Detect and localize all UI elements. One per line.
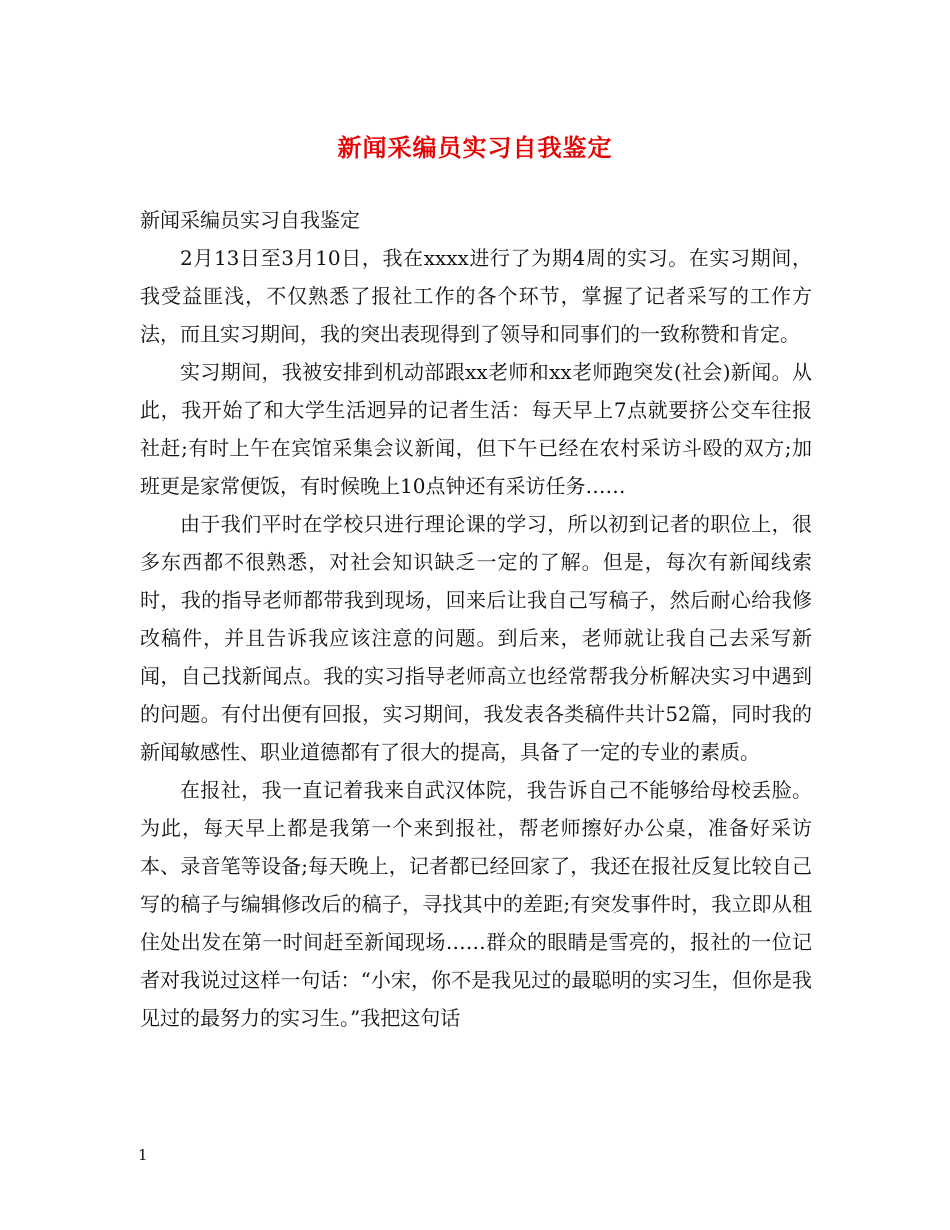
page-number: 1 [138, 1146, 148, 1164]
paragraph-1: 2月13日至3月10日，我在xxxx进行了为期4周的实习。在实习期间，我受益匪浅，不仅熟悉了报社工作的各个环节，掌握了记者采写的工作方法，而且实习期间，我的突出表现得到了领导和同事们的一致称赞和肯定。 [140, 246, 812, 346]
document-subtitle: 新闻采编员实习自我鉴定 [140, 208, 360, 232]
paragraph-4: 在报社，我一直记着我来自武汉体院，我告诉自己不能够给母校丢脸。为此，每天早上都是我第一个来到报社，帮老师擦好办公桌，准备好采访本、录音笔等设备;每天晚上，记者都已经回家了，我还在报社反复比较自己写的稿子与编辑修改后的稿子，寻找其中的差距;有突发事件时，我立即从租住处出发在第一时间赶至新闻现场……群众的眼睛是雪亮的，报社的一位记者对我说过这样一句话：“小宋，你不是我见过的最聪明的实习生，但你是我见过的最努力的实习生。”我把这句话 [140, 778, 812, 1030]
document-title: 新闻采编员实习自我鉴定 [337, 133, 613, 162]
paragraph-3: 由于我们平时在学校只进行理论课的学习，所以初到记者的职位上，很多东西都不很熟悉，对社会知识缺乏一定的了解。但是，每次有新闻线索时，我的指导老师都带我到现场，回来后让我自己写稿子，然后耐心给我修改稿件，并且告诉我应该注意的问题。到后来，老师就让我自己去采写新闻，自己找新闻点。我的实习指导老师高立也经常帮我分析解决实习中遇到的问题。有付出便有回报，实习期间，我发表各类稿件共计52篇，同时我的新闻敏感性、职业道德都有了很大的提高，具备了一定的专业的素质。 [140, 512, 812, 764]
document-body [140, 201, 812, 1037]
paragraph-2: 实习期间，我被安排到机动部跟xx老师和xx老师跑突发(社会)新闻。从此，我开始了和大学生活迥异的记者生活：每天早上7点就要挤公交车往报社赶;有时上午在宾馆采集会议新闻，但下午已经在农村采访斗殴的双方;加班更是家常便饭，有时候晚上10点钟还有采访任务…… [140, 360, 812, 498]
